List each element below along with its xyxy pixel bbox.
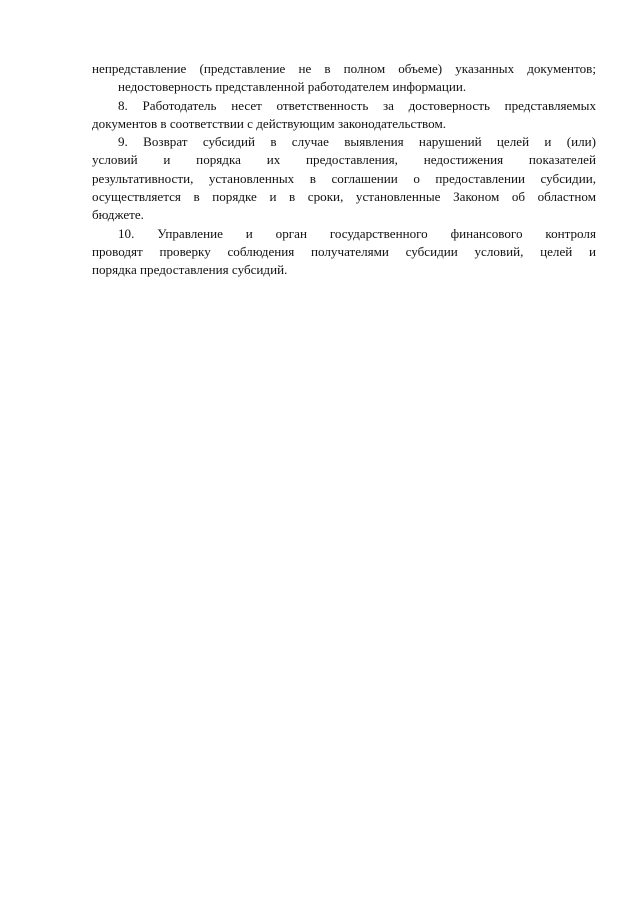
- text-line: осуществляется в порядке и в сроки, установленные Законом об областном: [92, 189, 596, 205]
- text-line: 9. Возврат субсидий в случае выявления нарушений целей и (или): [118, 134, 596, 150]
- text-line: 10. Управление и орган государственного финансового контроля: [118, 225, 596, 241]
- text-line: 8. Работодатель несет ответственность за достоверность представляемых: [118, 97, 596, 113]
- text-line: документов в соответствии с действующим законодательством.: [92, 115, 447, 131]
- text-line: недостоверность представленной работодателем информации.: [118, 79, 467, 95]
- text-line: результативности, установленных в соглашении о предоставлении субсидии,: [92, 170, 596, 186]
- text-line: бюджете.: [92, 207, 144, 223]
- text-line: непредставление (представление не в полном объеме) указанных документов;: [92, 61, 596, 76]
- document-body: [92, 60, 596, 280]
- text-line: проводят проверку соблюдения получателями субсидии условий, целей и: [92, 243, 596, 259]
- text-line: условий и порядка их предоставления, недостижения показателей: [92, 152, 596, 168]
- text-line: порядка предоставления субсидий.: [92, 262, 288, 278]
